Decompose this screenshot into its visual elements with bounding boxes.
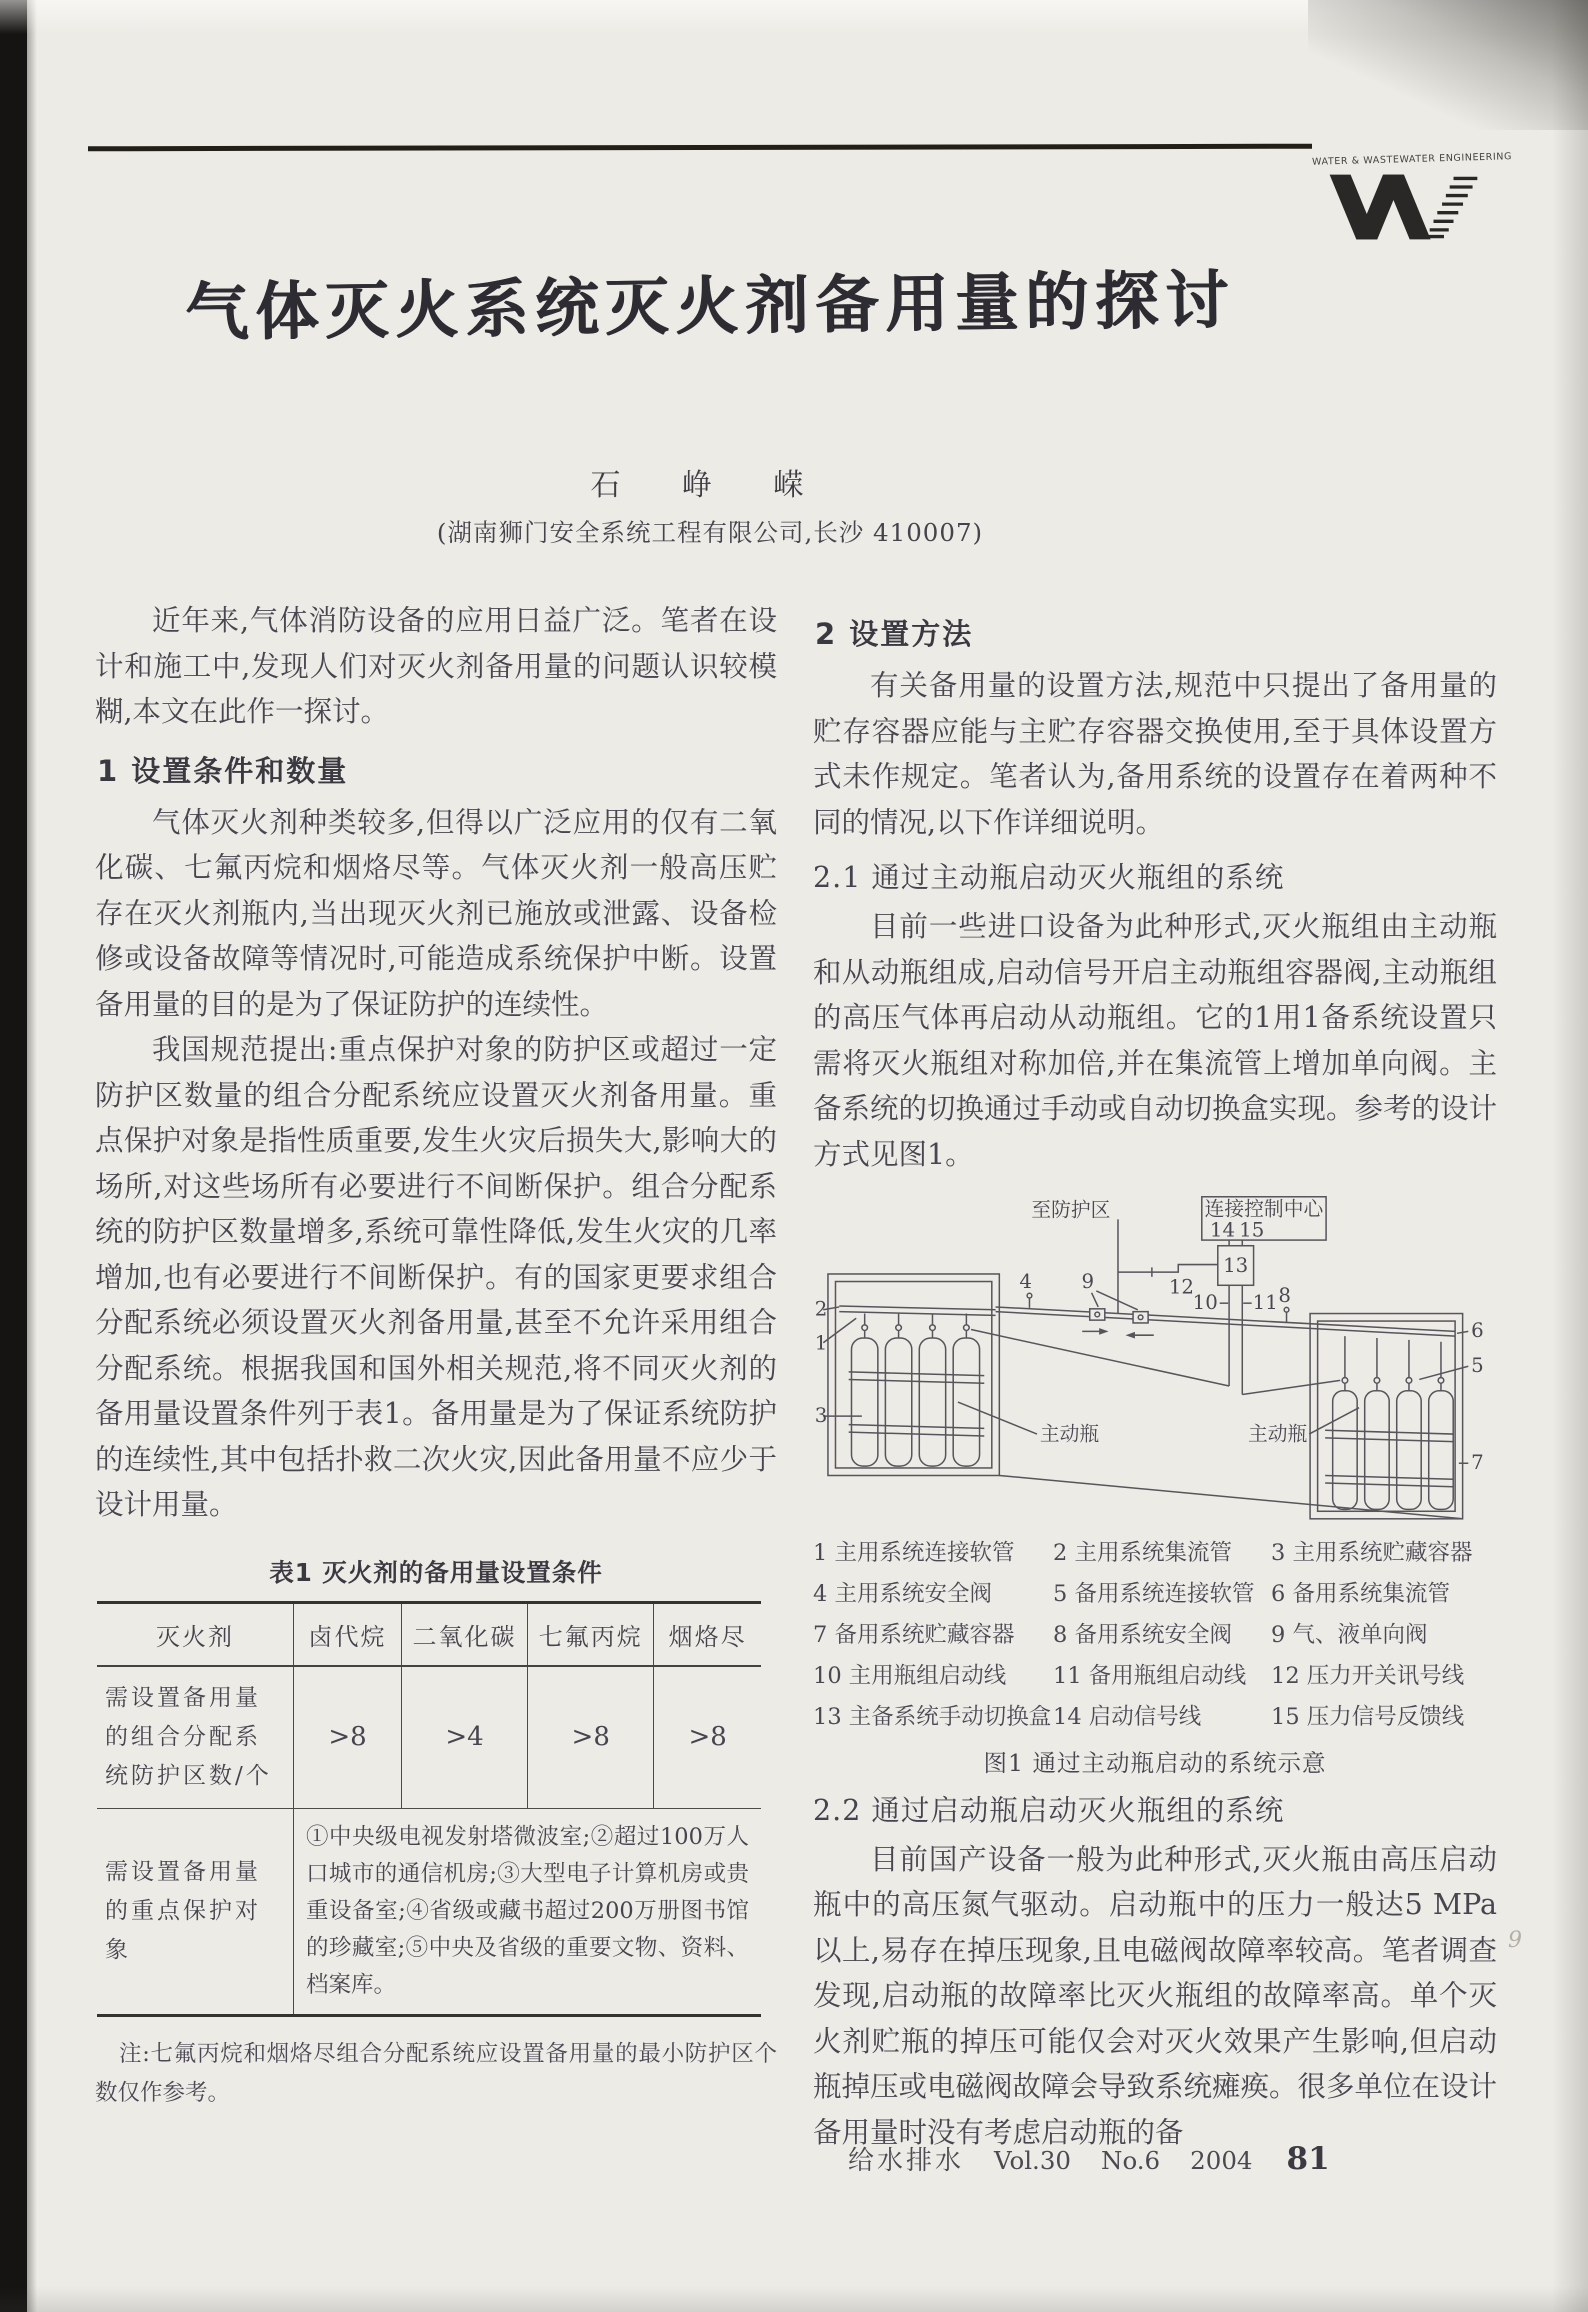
- fig-mark-6: 6: [1471, 1319, 1484, 1343]
- author-affiliation: (湖南狮门安全系统工程有限公司,长沙 410007): [436, 518, 984, 547]
- scan-edge-shadow: [27, 0, 37, 2312]
- fig-mark-8: 8: [1278, 1284, 1291, 1308]
- section2-2-para: 目前国产设备一般为此种形式,灭火瓶由高压启动瓶中的高压氮气驱动。启动瓶中的压力一般达5 MPa以上,易存在掉压现象,且电磁阀故障率较高。笔者调查发现,启动瓶的故障率比灭火瓶组的故障率高。单个灭火剂贮瓶的掉压可能仅会对灭火效果产生影响,但启动瓶掉压或电磁阀故障会导致系统瘫痪。很多单位在设计备用量时没有考虑启动瓶的备: [813, 1842, 1498, 2149]
- journal-w-icon: [1322, 168, 1484, 246]
- table1-header-hfc227: 七氟丙烷: [528, 1602, 654, 1666]
- section2-1-heading: 2.1 通过主动瓶启动灭火瓶组的系统: [813, 861, 1285, 894]
- table1-row2-value: ①中央级电视发射塔微波室;②超过100万人口城市的通信机房;③大型电子计算机房或贵重设备室;④省级或藏书超过200万册图书馆的珍藏室;⑤中央及省级的重要文物、资料、档案库。: [294, 1808, 762, 2015]
- legend-item-5: 5 备用系统连接软管: [1053, 1580, 1255, 1607]
- backup-cylinder-cabinet: [1310, 1314, 1463, 1519]
- table1-title: 表1 灭火剂的备用量设置条件: [269, 1557, 603, 1587]
- table1-row2-label: 需设置备用量的重点保护对象: [105, 1858, 261, 1963]
- footer-journal-name: 给水排水: [848, 2146, 965, 2176]
- fig-mark-9: 9: [1081, 1270, 1095, 1294]
- figure1-diagram: [811, 1193, 1489, 1523]
- intro-paragraph: 近年来,气体消防设备的应用日益广泛。笔者在设计和施工中,发现人们对灭火剂备用量的问题认识较模糊,本文在此作一探讨。: [95, 604, 777, 728]
- legend-item-8: 8 备用系统安全阀: [1053, 1621, 1232, 1648]
- table1: [97, 1601, 761, 2017]
- footer-issue: No.6: [1101, 2146, 1161, 2175]
- fig-mark-2: 2: [814, 1297, 828, 1321]
- section1-para1: 气体灭火剂种类较多,但得以广泛应用的仅有二氧化碳、七氟丙烷和烟烙尽等。气体灭火剂一般高压贮存在灭火剂瓶内,当出现灭火剂已施放或泄露、设备检修或设备故障等情况时,可能造成系统保护中断。设置备用量的目的是为了保证防护的连续性。: [95, 805, 777, 1021]
- fig-mark-13: 13: [1223, 1254, 1249, 1278]
- legend-item-11: 11 备用瓶组启动线: [1053, 1662, 1247, 1689]
- page-footer: [848, 2140, 1330, 2177]
- base-line: [999, 1475, 1462, 1518]
- legend-item-10: 10 主用瓶组启动线: [813, 1662, 1007, 1689]
- fig-mark-14: 14: [1209, 1218, 1236, 1242]
- footer-page-number: 81: [1286, 2141, 1330, 2177]
- fig-mark-11: 11: [1252, 1290, 1278, 1314]
- fig-label-to-protected-zone: 至防护区: [1031, 1198, 1111, 1222]
- fig-mark-5: 5: [1471, 1353, 1484, 1377]
- section2-heading: 2 设置方法: [815, 617, 974, 651]
- right-column: [813, 598, 1497, 2155]
- table1-note: 注:七氟丙烷和烟烙尽组合分配系统应设置备用量的最小防护区个数仅作参考。: [95, 2040, 777, 2106]
- legend-item-3: 3 主用系统贮藏容器: [1271, 1539, 1473, 1566]
- table1-row1-value-halon: >8: [294, 1666, 402, 1809]
- footer-volume: Vol.30: [994, 2146, 1072, 2175]
- table1-row1-value-hfc227: >8: [528, 1666, 654, 1809]
- legend-item-1: 1 主用系统连接软管: [813, 1539, 1015, 1566]
- fig-label-master-cylinder-right: 主动瓶: [1247, 1422, 1308, 1446]
- scan-bottom-shadow: [0, 2286, 1588, 2312]
- section1-para2: 我国规范提出:重点保护对象的防护区或超过一定防护区数量的组合分配系统应设置灭火剂备用量。重点保护对象是指性质重要,发生火灾后损失大,影响大的场所,对这些场所有必要进行不间断保护。组合分配系统的防护区数量增多,系统可靠性降低,发生火灾的几率增加,也有必要进行不间断保护。有的国家更要求组合分配系统必须设置灭火剂备用量,甚至不允许采用组合分配系统。根据我国和国外相关规范,将不同灭火剂的备用量设置条件列于表1。备用量是为了保证系统防护的连续性,其中包括扑救二次火灾,因此备用量不应少于设计用量。: [95, 1033, 777, 1521]
- section2-para: 有关备用量的设置方法,规范中只提出了备用量的贮存容器应能与主贮存容器交换使用,至于具体设置方式未作规定。笔者认为,备用系统的设置存在着两种不同的情况,以下作详细说明。: [813, 669, 1497, 839]
- left-column: [95, 598, 777, 2135]
- main-cylinders: [851, 1314, 979, 1467]
- table1-header-row: [97, 1602, 761, 1666]
- fig-mark-15: 15: [1239, 1218, 1265, 1242]
- table1-row-zone-count: [97, 1666, 761, 1809]
- scan-right-shadow: [1552, 0, 1588, 2312]
- legend-item-12: 12 压力开关讯号线: [1271, 1662, 1465, 1689]
- fig-label-control-center: 连接控制中心: [1204, 1197, 1324, 1221]
- legend-item-13: 13 主备系统手动切换盒: [813, 1703, 1052, 1730]
- fig-mark-12: 12: [1168, 1275, 1194, 1299]
- table1-row1-value-inergen: >8: [654, 1666, 761, 1809]
- table1-header-agent: 灭火剂: [97, 1602, 294, 1666]
- figure1-legend: [813, 1533, 1497, 1738]
- section2-1-para: 目前一些进口设备为此种形式,灭火瓶组由主动瓶和从动瓶组成,启动信号开启主动瓶组容器阀,主动瓶组的高压气体再启动从动瓶组。它的1用1备系统设置只需将灭火瓶组对称加倍,并在集流管上增加单向阀。主备系统的切换通过手动或自动切换盒实现。参考的设计方式见图1。: [813, 910, 1498, 1171]
- legend-item-15: 15 压力信号反馈线: [1271, 1703, 1465, 1730]
- safety-valve-icons: [1027, 1290, 1289, 1322]
- main-cylinder-cabinet: [828, 1274, 999, 1476]
- journal-logo: [1311, 151, 1513, 246]
- footer-year: 2004: [1190, 2146, 1253, 2175]
- table1-row-key-objects: [97, 1808, 761, 2015]
- author-name: 石 峥 嵘: [590, 468, 830, 503]
- header-rule: [88, 144, 1312, 152]
- table1-header-halon: 卤代烷: [294, 1602, 402, 1666]
- scan-smudge-top-right: [1308, 0, 1588, 130]
- fig-mark-7: 7: [1471, 1450, 1484, 1474]
- fig-label-master-cylinder-left: 主动瓶: [1039, 1422, 1100, 1446]
- table1-header-inergen: 烟烙尽: [654, 1602, 761, 1666]
- journal-logo-text: WATER & WASTEWATER ENGINEERING: [1311, 151, 1513, 168]
- table1-row1-label: 需设置备用量的组合分配系统防护区数/个: [97, 1666, 294, 1809]
- fig-mark-4: 4: [1019, 1270, 1032, 1294]
- legend-item-7: 7 备用系统贮藏容器: [813, 1621, 1015, 1648]
- table1-row1-value-co2: >4: [401, 1666, 527, 1809]
- article-title: 气体灭火系统灭火剂备用量的探讨: [184, 262, 1236, 350]
- fig-mark-1: 1: [814, 1331, 828, 1355]
- legend-item-2: 2 主用系统集流管: [1053, 1539, 1232, 1566]
- legend-item-9: 9 气、液单向阀: [1271, 1621, 1428, 1648]
- legend-item-6: 6 备用系统集流管: [1271, 1580, 1450, 1607]
- fig-mark-3: 3: [814, 1403, 828, 1427]
- table1-header-co2: 二氧化碳: [401, 1602, 527, 1666]
- legend-item-14: 14 启动信号线: [1053, 1703, 1202, 1730]
- scan-edge-strip: [0, 0, 27, 2312]
- section2-2-heading: 2.2 通过启动瓶启动灭火瓶组的系统: [813, 1793, 1285, 1827]
- section1-heading: 1 设置条件和数量: [97, 753, 349, 788]
- pressure-switch-line: [1118, 1265, 1218, 1277]
- fig-mark-10: 10: [1192, 1290, 1218, 1314]
- legend-item-4: 4 主用系统安全阀: [813, 1580, 992, 1607]
- figure1: [813, 1193, 1497, 1778]
- pencil-mark: 9: [1508, 1928, 1522, 1953]
- figure1-caption: 图1 通过主动瓶启动的系统示意: [983, 1748, 1327, 1777]
